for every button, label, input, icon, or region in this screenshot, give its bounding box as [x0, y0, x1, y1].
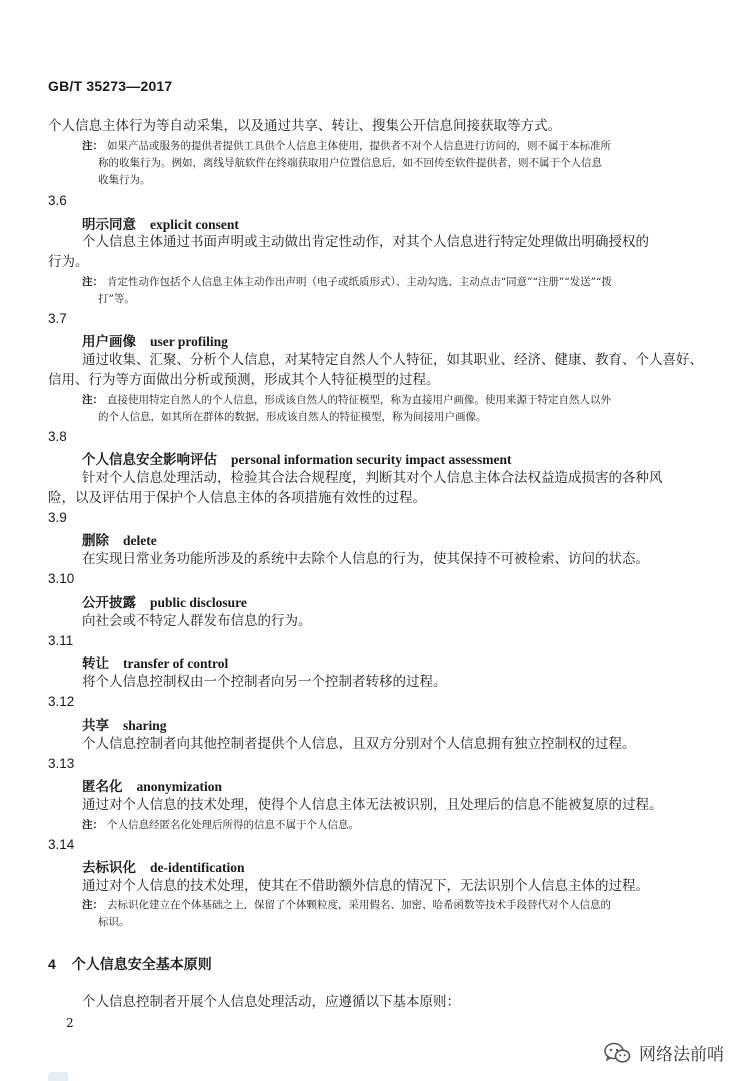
standard-code: GB/T 35273—2017 — [48, 78, 173, 94]
note-text: 标识。 — [98, 916, 130, 928]
clause-number: 3.14 — [48, 837, 75, 852]
section-number: 4 — [48, 956, 56, 972]
term-definition: 行为。 — [48, 254, 89, 270]
term-en: de-identification — [150, 860, 245, 875]
note-text: 打”等。 — [98, 293, 135, 305]
term-en: sharing — [123, 718, 167, 733]
note-text: 直接使用特定自然人的个人信息，形成该自然人的特征模型，称为直接用户画像。使用来源于特定自然人以外 — [107, 394, 611, 406]
clause-number: 3.9 — [48, 510, 67, 525]
note-text: 如果产品或服务的提供者提供工具供个人信息主体使用，提供者不对个人信息进行访问的，则不属于本标准所 — [107, 140, 611, 152]
term-definition: 信用、行为等方面做出分析或预测，形成其个人特征模型的过程。 — [48, 372, 440, 388]
section-heading — [48, 954, 212, 974]
term-title — [82, 213, 239, 233]
note-label: 注： — [82, 819, 103, 831]
term-title — [82, 448, 511, 468]
term-note — [82, 817, 359, 834]
term-title — [82, 330, 228, 350]
term-definition: 针对个人信息处理活动，检验其合法合规程度，判断其对个人信息主体合法权益造成损害的各种风 — [82, 470, 663, 486]
term-note — [82, 392, 611, 409]
section-title: 个人信息安全基本原则 — [71, 956, 212, 972]
page-corner-mark — [48, 1072, 68, 1081]
watermark-text: 网络法前哨 — [639, 1045, 724, 1065]
term-definition: 个人信息主体通过书面声明或主动做出肯定性动作，对其个人信息进行特定处理做出明确授权的 — [82, 234, 649, 250]
note-label: 注： — [82, 140, 103, 152]
intro-line: 个人信息主体行为等自动采集，以及通过共享、转让、搜集公开信息间接获取等方式。 — [48, 118, 561, 134]
watermark — [603, 1040, 724, 1065]
term-title — [82, 856, 245, 876]
term-zh: 明示同意 — [82, 217, 136, 233]
note-label: 注： — [82, 899, 103, 911]
page-number: 2 — [66, 1016, 74, 1030]
term-zh: 个人信息安全影响评估 — [82, 452, 217, 468]
term-definition: 个人信息控制者向其他控制者提供个人信息，且双方分别对个人信息拥有独立控制权的过程。 — [82, 736, 636, 752]
term-definition: 险，以及评估用于保护个人信息主体的各项措施有效性的过程。 — [48, 490, 426, 506]
clause-number: 3.12 — [48, 694, 75, 709]
note-label: 注： — [82, 394, 103, 406]
clause-number: 3.13 — [48, 756, 75, 771]
term-zh: 去标识化 — [82, 860, 136, 876]
term-note — [82, 897, 611, 914]
term-en: public disclosure — [150, 595, 247, 610]
clause-number: 3.6 — [48, 193, 67, 208]
note-text: 肯定性动作包括个人信息主体主动作出声明（电子或纸质形式）、主动勾选、主动点击“同意”“注册”“发送”“拨 — [107, 276, 612, 288]
term-definition: 通过对个人信息的技术处理，使其在不借助额外信息的情况下，无法识别个人信息主体的过程。 — [82, 878, 649, 894]
note-text: 的个人信息，如其所在群体的数据，形成该自然人的特征模型，称为间接用户画像。 — [98, 411, 487, 423]
wechat-icon — [603, 1042, 631, 1064]
term-zh: 匿名化 — [82, 779, 123, 795]
term-en: explicit consent — [150, 217, 239, 232]
term-en: transfer of control — [123, 656, 229, 671]
term-title — [82, 775, 222, 795]
section-paragraph: 个人信息控制者开展个人信息处理活动，应遵循以下基本原则： — [82, 994, 460, 1010]
term-note — [82, 274, 612, 291]
term-zh: 删除 — [82, 533, 109, 549]
term-definition: 通过对个人信息的技术处理，使得个人信息主体无法被识别，且处理后的信息不能被复原的过程。 — [82, 797, 663, 813]
term-en: user profiling — [150, 334, 228, 349]
intro-note — [82, 138, 611, 155]
note-text: 个人信息经匿名化处理后所得的信息不属于个人信息。 — [107, 819, 359, 831]
note-text: 称的收集行为。例如，离线导航软件在终端获取用户位置信息后，如不回传至软件提供者，则不属于个人信息 — [98, 157, 602, 169]
term-title — [82, 652, 228, 672]
note-text: 收集行为。 — [98, 174, 151, 186]
term-definition: 将个人信息控制权由一个控制者向另一个控制者转移的过程。 — [82, 674, 447, 690]
clause-number: 3.7 — [48, 311, 67, 326]
term-title — [82, 591, 247, 611]
clause-number: 3.10 — [48, 571, 75, 586]
term-en: anonymization — [136, 779, 223, 794]
term-definition: 向社会或不特定人群发布信息的行为。 — [82, 613, 312, 629]
note-text: 去标识化建立在个体基础之上，保留了个体颗粒度，采用假名、加密、哈希函数等技术手段替代对个人信息的 — [107, 899, 611, 911]
term-zh: 公开披露 — [82, 595, 136, 611]
term-title — [82, 714, 167, 734]
term-en: delete — [123, 533, 157, 548]
term-en: personal information security impact assessment — [231, 452, 512, 467]
clause-number: 3.11 — [48, 633, 74, 648]
clause-number: 3.8 — [48, 429, 67, 444]
term-zh: 用户画像 — [82, 334, 136, 350]
note-label: 注： — [82, 276, 103, 288]
term-zh: 共享 — [82, 718, 109, 734]
term-definition: 通过收集、汇聚、分析个人信息，对某特定自然人个人特征，如其职业、经济、健康、教育、个人喜好、 — [82, 352, 703, 368]
term-title — [82, 529, 157, 549]
term-zh: 转让 — [82, 656, 109, 672]
term-definition: 在实现日常业务功能所涉及的系统中去除个人信息的行为，使其保持不可被检索、访问的状态。 — [82, 551, 649, 567]
